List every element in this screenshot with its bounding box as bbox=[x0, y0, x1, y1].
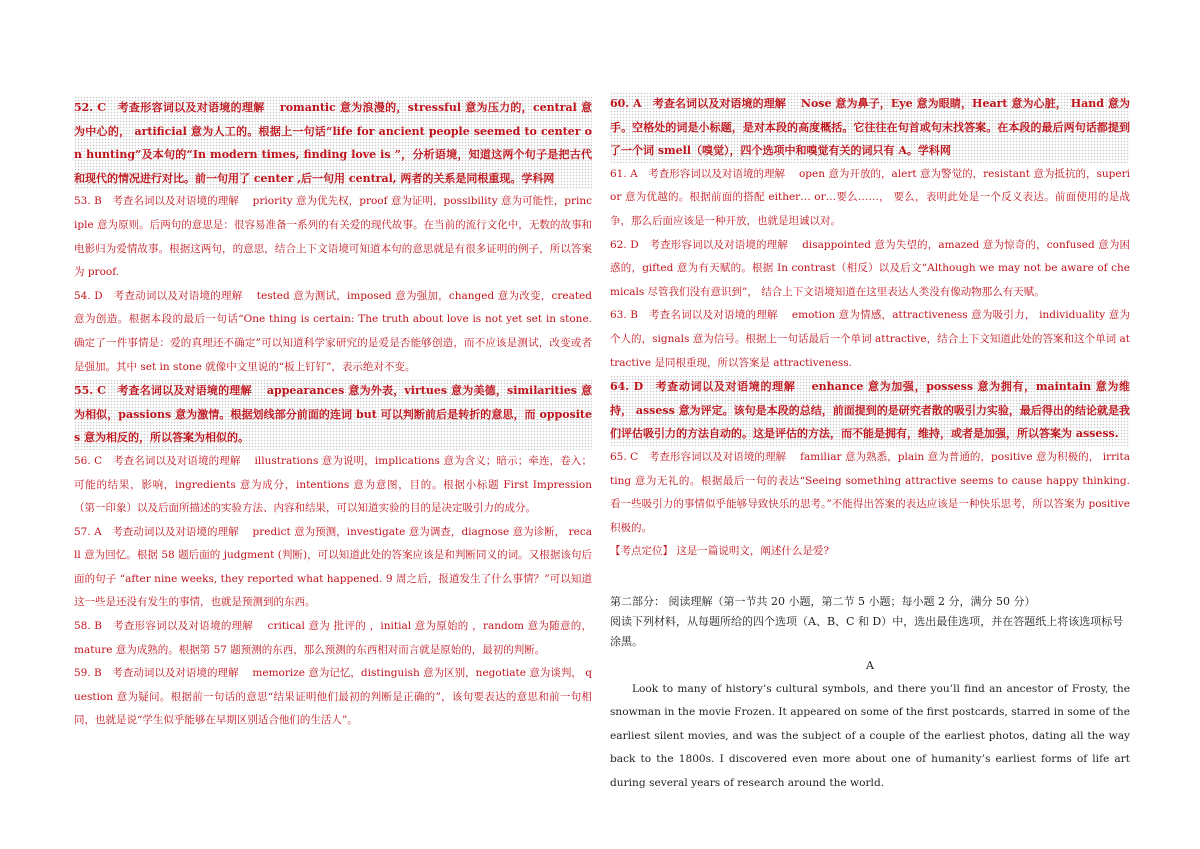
answer-54: 54. D 考查动词以及对语境的理解 tested 意为测试，imposed 意为强加，changed 意为改变，created 意为创造。根据本段的最后一句话“One thing is certain: The truth about love is not yet set in stone. 确定了一件事情是：爱的真理还不确定”可以知道科学家研究的是爱是否能够创造，而不应该是测试，改变或者是强加。其中 set in stone 就像中文里说的“板上钉钉”，表示绝对不变。 bbox=[74, 289, 592, 373]
answer-59: 59. B 考查动词以及对语境的理解 memorize 意为记忆，distinguish 意为区别，negotiate 意为谈判， question 意为疑问。根据前一句话的意思“结果证明他们最初的判断是正确的”，该句要表达的意思和前一句相同，也就是说“学生似乎能够在早期区别适合他们的生活人”。 bbox=[74, 667, 592, 727]
answer-55: 55. C 考查名词以及对语境的理解 appearances 意为外表，virtues 意为美德，similarities 意为相似，passions 意为激情。根据划线部分前面的连词 but 可以判断前后是转折的意思，而 opposites 意为相反的，所以答案为相似的。 bbox=[74, 379, 592, 450]
answer-53: 53. B 考查名词以及对语境的理解 priority 意为优先权，proof 意为证明，possibility 意为可能性，principle 意为原则。后两句的意思是：很容易准备一系列的有关爱的现代故事。在当前的流行文化中，无数的故事和电影归为爱情故事。根据这两句，的意思，结合上下文语境可知道本句的意思就是有很多证明的例子，所以答案为 proof. bbox=[74, 195, 592, 279]
answer-56: 56. C 考查名词以及对语境的理解 illustrations 意为说明，implications 意为含义；暗示；牵连，卷入；可能的结果，影响，ingredients 意为成分，intentions 意为意图，目的。根据小标题 First Impression （第一印象）以及后面所描述的实验方法、内容和结果，可以知道实验的目的是决定吸引力的成分。 bbox=[74, 454, 592, 515]
left-column bbox=[74, 96, 592, 733]
answer-64: 64. D 考查动词以及对语境的理解 enhance 意为加强，possess 意为拥有，maintain 意为维持， assess 意为评定。该句是本段的总结，前面提到的是研究者散的吸引力实验，最后得出的结论就是我们评估吸引力的方法自动的。这是评估的方法，而不能是拥有，维持，或者是加强，所以答案为 assess. bbox=[610, 375, 1130, 446]
passage-text: Look to many of history’s cultural symbols, and there you’ll find an ancestor of Frosty, the snowman in the movie Frozen. It appeared on some of the first postcards, starred in some of the earliest silent movies, and was the subject of a couple of the earliest photos, dating all the way back to the 1800s. I discovered even more about one of humanity’s earliest forms of life art during several years of research around the world. bbox=[610, 682, 1130, 789]
passage-label: A bbox=[866, 658, 874, 672]
answer-58: 58. B 考查形容词以及对语境的理解 critical 意为 批评的 ，initial 意为原始的 ，random 意为随意的， mature 意为成熟的。根据第 57 题预测的东西，那么预测的东西相对而言就是原始的，最初的判断。 bbox=[74, 620, 592, 656]
answer-62: 62. D 考查形容词以及对语境的理解 disappointed 意为失望的，amazed 意为惊奇的，confused 意为困惑的，gifted 意为有天赋的。根据 In contrast（相反）以及后文“Although we may not be aware of chemicals 尽管我们没有意识到”， 结合上下文语境知道在这里表达人类没有像动物那么有天赋。 bbox=[610, 238, 1130, 298]
answer-61: 61. A 考查形容词以及对语境的理解 open 意为开放的，alert 意为警觉的，resistant 意为抵抗的，superior 意为优越的。根据前面的搭配 either… or…要么……， 要么，表明此处是一个反义表达。前面使用的是战争，那么后面应该是一种开放，也就是坦诚以对。 bbox=[610, 167, 1130, 227]
answer-63: 63. B 考查名词以及对语境的理解 emotion 意为情感，attractiveness 意为吸引力， individuality 意为个人的，signals 意为信号。根据上一句话最后一个单词 attractive，结合上下文知道此处的答案和这个单词 attractive 是同根重现，所以答案是 attractiveness. bbox=[610, 309, 1130, 369]
section-heading: 第二部分： 阅读理解（第一节共 20 小题，第二节 5 小题；每小题 2 分，满分 50 分） bbox=[610, 594, 1036, 608]
right-column bbox=[610, 92, 1130, 795]
answer-60: 60. A 考查名词以及对语境的理解 Nose 意为鼻子，Eye 意为眼睛，Heart 意为心脏， Hand 意为手。空格处的词是小标题，是对本段的高度概括。它往往在句首或句末找答案。在本段的最后两句话都提到了一个词 smell（嗅觉），四个选项中和嗅觉有关的词只有 A。学科网 bbox=[610, 92, 1130, 163]
answer-65: 65. C 考查形容词以及对语境的理解 familiar 意为熟悉，plain 意为普通的，positive 意为积极的， irritating 意为无礼的。根据最后一句的表达“Seeing something attractive seems to cause happy thinking. 看一些吸引力的事情似乎能够导致快乐的思考。”不能得出答案的表达应该是一种快乐思考，所以答案为 positive 积极的。 bbox=[610, 450, 1130, 534]
answer-57: 57. A 考查动词以及对语境的理解 predict 意为预测，investigate 意为调查，diagnose 意为诊断， recall 意为回忆。根据 58 题后面的 judgment (判断)，可以知道此处的答案应该是和判断同义的词。又根据该句后面的句子 “after nine weeks, they reported what happened. 9 周之后，报道发生了什么事情？”可以知道这一些是还没有发生的事情，也就是预测到的东西。 bbox=[74, 525, 592, 609]
section-instruction: 阅读下列材料，从每题所给的四个选项（A、B、C 和 D）中，选出最佳选项，并在答题纸上将该选项标号涂黑。 bbox=[610, 614, 1124, 648]
test-point-note: 【考点定位】 这是一篇说明文，阐述什么是爱? bbox=[610, 545, 829, 558]
answer-52: 52. C 考查形容词以及对语境的理解 romantic 意为浪漫的，stressful 意为压力的，central 意为中心的， artificial 意为人工的。根据上一句话“life for ancient people seemed to center on hunting”及本句的“In modern times, finding love is ”，分析语境，知道这两个句子是把古代和现代的情况进行对比。前一句用了 center ,后一句用 central, 两者的关系是同根重现。学科网 bbox=[74, 96, 592, 190]
